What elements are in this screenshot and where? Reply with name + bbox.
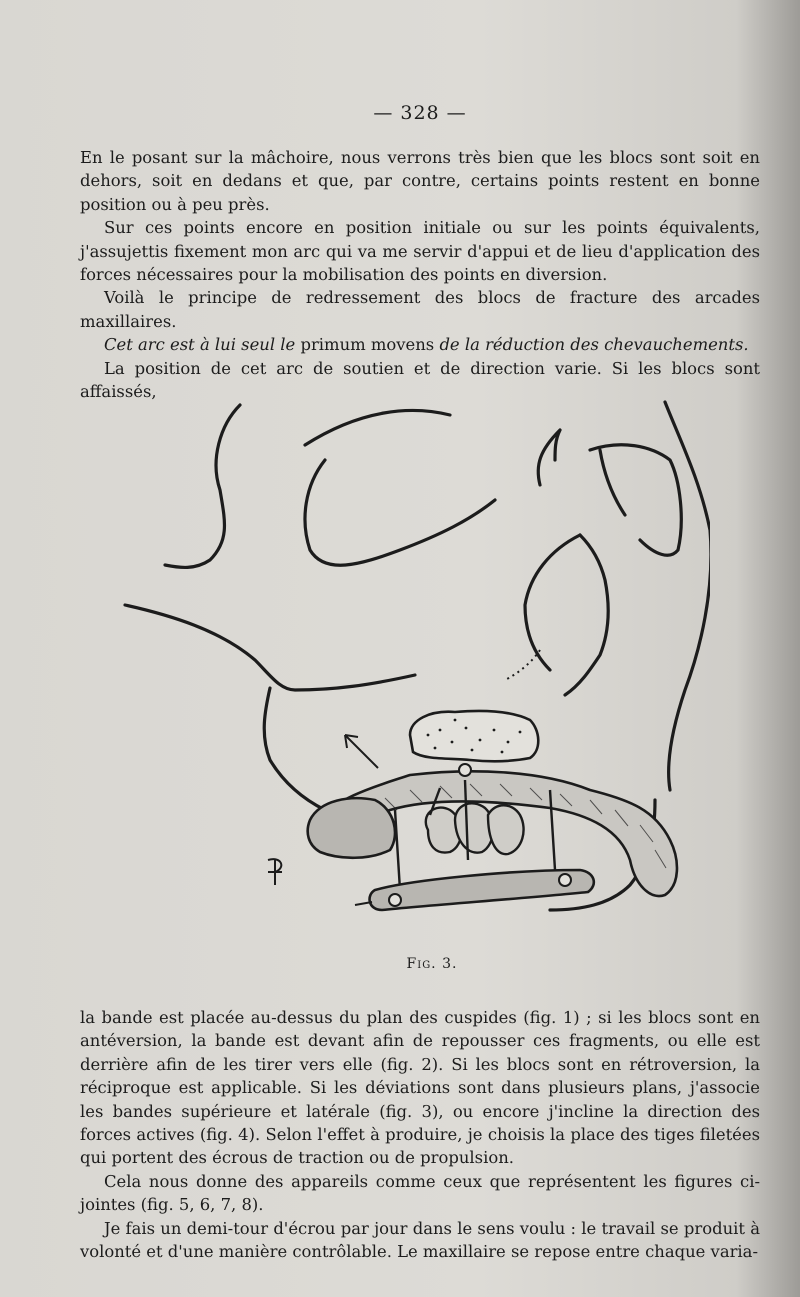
figure-illustration — [110, 390, 710, 950]
paragraph: Sur ces points encore en position initiale ou sur les points équivalents, j'assujettis fixement mon arc qui va me servir d'appui et de lieu d'application des forces nécessaires pour la mobilisation des points en diversion. — [80, 218, 760, 285]
paragraph: Je fais un demi-tour d'écrou par jour dans le sens voulu : le travail se produit à volonté et d'une manière contrôlable. Le maxillaire se repose entre chaque varia- — [80, 1218, 760, 1262]
paragraph: Cela nous donne des appareils comme ceux que représentent les figures ci-jointes (fig. 5, 6, 7, 8). — [80, 1171, 760, 1215]
latin-phrase: primum movens — [295, 335, 440, 355]
italic-text: de la réduction des chevauchements. — [439, 335, 749, 355]
paragraph: la bande est placée au-dessus du plan des cuspides (fig. 1) ; si les blocs sont en antéversion, la bande est devant afin de repousser ces fragments, ou elle est derrière afin de les tirer vers elle (fig. 2). Si les blocs sont en rétroversion, la réciproque est applicable. Si les déviations sont dans plusieurs plans, j'associe les bandes supérieure et latérale (fig. 3), ou encore j'incline la direction des forces actives (fig. 4). Selon l'effet à produire, je choisis la place des tiges filetées qui portent des écrous de traction ou de propulsion. — [80, 1008, 760, 1168]
text-block-top — [80, 146, 760, 403]
text-block-bottom — [80, 1006, 760, 1263]
figure-caption: Fig. 3. — [406, 956, 458, 972]
paragraph: Voilà le principe de redressement des blocs de fracture des arcades maxillaires. — [80, 288, 760, 331]
paragraph: La position de cet arc de soutien et de direction varie. Si les blocs sont affaissés, — [80, 358, 760, 402]
italic-text: Cet arc est à lui seul le — [104, 335, 296, 355]
jaw-appliance-figure — [110, 390, 710, 950]
italic-paragraph — [80, 333, 760, 356]
paragraph: En le posant sur la mâchoire, nous verrons très bien que les blocs sont soit en dehors, soit en dedans et que, par contre, certains points restent en bonne position ou à peu près. — [80, 148, 760, 214]
page-number: — 328 — — [373, 102, 467, 124]
